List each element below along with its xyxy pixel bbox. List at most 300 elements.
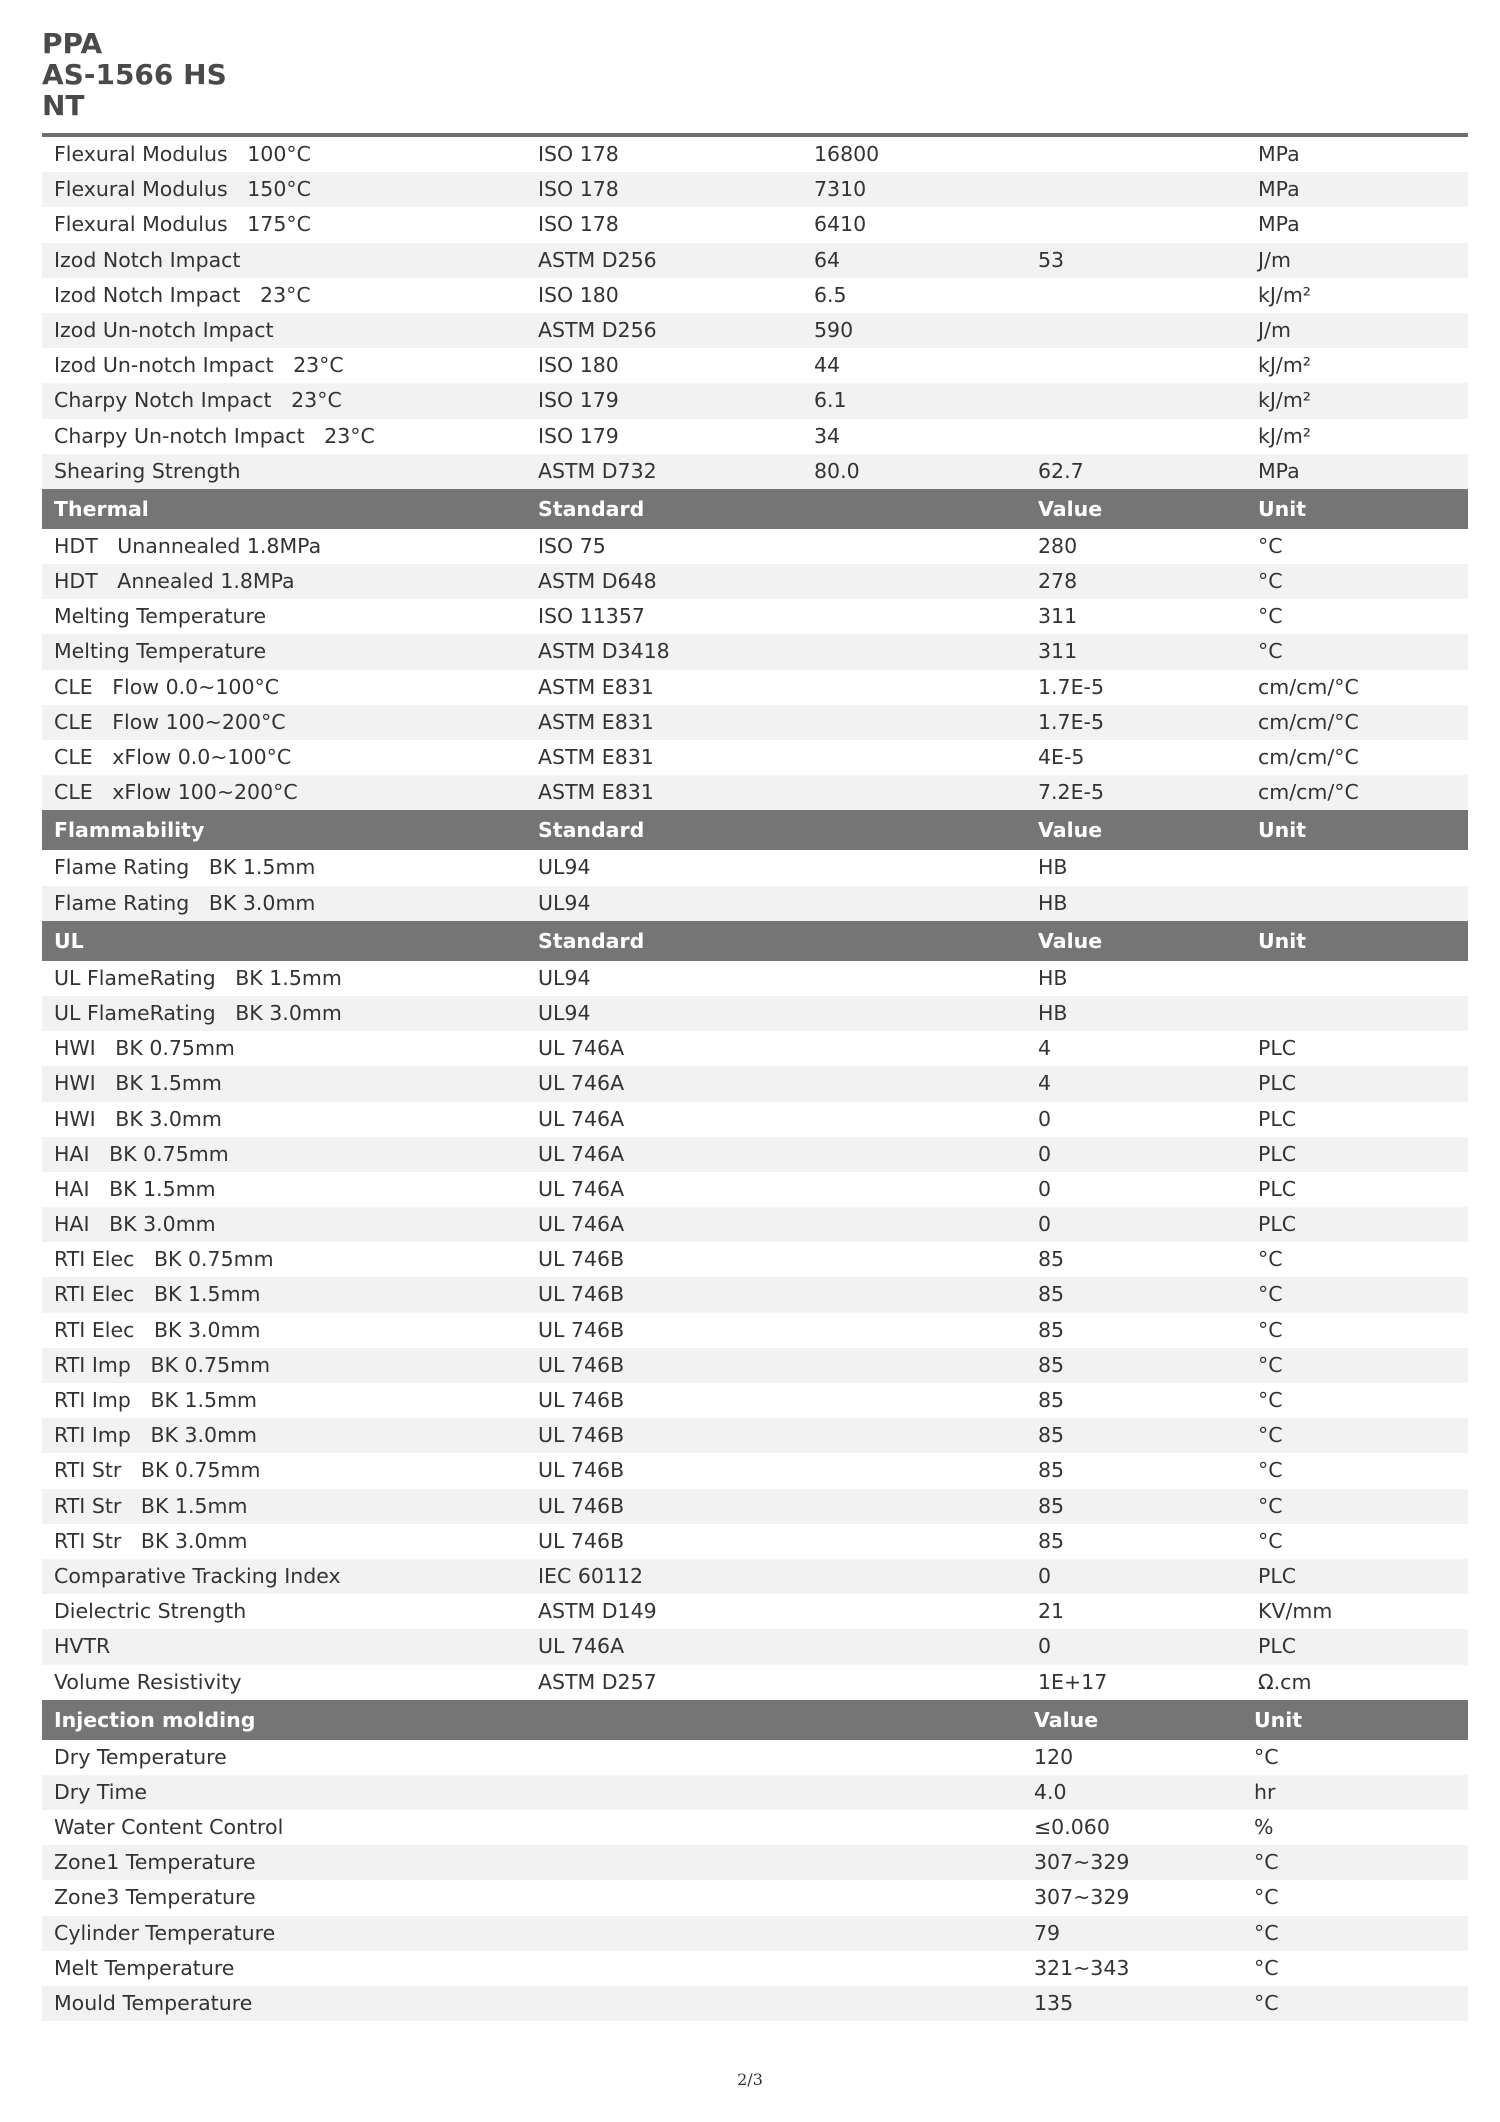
property-condition: Annealed 1.8MPa (117, 569, 295, 594)
table-row (42, 383, 1468, 418)
property-name (54, 1594, 246, 1629)
property-condition: BK 1.5mm (140, 1493, 248, 1518)
spacer (93, 780, 113, 804)
unit-cell: °C (1254, 1991, 1279, 2015)
table-row (42, 886, 1468, 921)
value-cell-1: 6.1 (814, 388, 847, 413)
standard-cell: ASTM E831 (538, 745, 654, 769)
property-label: HWI (54, 1106, 96, 1131)
property-condition: Unannealed 1.8MPa (117, 533, 322, 558)
unit-cell: °C (1254, 1850, 1279, 1875)
property-name (54, 996, 342, 1031)
property-label: Zone3 Temperature (54, 1885, 256, 1910)
standard-cell: UL94 (538, 855, 591, 880)
table-row (42, 740, 1468, 775)
unit-cell: °C (1258, 1493, 1283, 1518)
property-label: Izod Un-notch Impact (54, 317, 274, 342)
property-name (54, 886, 315, 921)
unit-cell: kJ/m² (1258, 353, 1312, 378)
standard-cell: UL 746B (538, 1247, 625, 1272)
standard-cell: UL 746B (538, 1528, 625, 1553)
unit-cell: °C (1254, 1955, 1279, 1980)
property-name (54, 1277, 261, 1312)
value-cell-2: HB (1038, 1000, 1068, 1025)
table-row (42, 850, 1468, 885)
properties-table (42, 137, 1468, 2021)
property-name (54, 1348, 270, 1383)
table-row (42, 1916, 1468, 1951)
spacer (93, 745, 113, 769)
property-name (54, 850, 315, 885)
standard-cell: ISO 11357 (538, 604, 645, 629)
table-row (42, 1348, 1468, 1383)
spacer (131, 1353, 151, 1377)
unit-cell: PLC (1258, 1141, 1297, 1166)
unit-cell: J/m (1258, 247, 1291, 272)
unit-cell: °C (1258, 533, 1283, 558)
value-cell-2: 85 (1038, 1352, 1065, 1377)
standard-cell: UL94 (538, 965, 591, 990)
standard-cell: ISO 180 (538, 282, 619, 307)
spacer (121, 1529, 141, 1553)
unit-cell: °C (1258, 604, 1283, 629)
value-cell-1: 6410 (814, 212, 867, 237)
spacer (90, 1142, 110, 1166)
value-cell-2: 85 (1038, 1282, 1065, 1307)
property-label: RTI Imp (54, 1423, 131, 1448)
header-standard: Standard (538, 818, 645, 843)
header-standard: Standard (538, 496, 645, 521)
property-label: RTI Imp (54, 1388, 131, 1412)
property-name (54, 137, 311, 172)
standard-cell: UL 746A (538, 1071, 625, 1096)
standard-cell: UL 746A (538, 1106, 625, 1131)
table-row (42, 1845, 1468, 1880)
table-row (42, 705, 1468, 740)
title-material: PPA (42, 27, 103, 60)
table-row (42, 529, 1468, 564)
spacer (189, 891, 209, 915)
unit-cell: MPa (1258, 458, 1300, 483)
section-title: UL (54, 928, 84, 953)
table-row (42, 454, 1468, 489)
property-label: CLE (54, 674, 93, 699)
header-value: Value (1038, 928, 1103, 953)
section-header (42, 921, 1468, 961)
table-row (42, 1453, 1468, 1488)
value-cell-2: 79 (1034, 1920, 1061, 1945)
table-row (42, 1986, 1468, 2021)
standard-cell: ASTM D256 (538, 247, 657, 272)
unit-cell: PLC (1258, 1563, 1297, 1588)
property-name (54, 1489, 247, 1524)
property-name (54, 1559, 341, 1594)
section-title: Injection molding (54, 1707, 256, 1732)
table-row (42, 1066, 1468, 1101)
property-name (54, 599, 266, 634)
standard-cell: ASTM D257 (538, 1669, 657, 1694)
table-row (42, 348, 1468, 383)
header-unit: Unit (1258, 496, 1307, 521)
property-label: Water Content Control (54, 1815, 284, 1840)
spacer (189, 855, 209, 879)
property-condition: BK 0.75mm (109, 1141, 229, 1166)
spacer (96, 1071, 116, 1095)
unit-cell: MPa (1258, 177, 1300, 202)
standard-cell: UL 746B (538, 1388, 625, 1412)
table-row (42, 564, 1468, 599)
section-header (42, 1700, 1468, 1740)
standard-cell: ISO 178 (538, 142, 619, 166)
table-row (42, 634, 1468, 669)
value-cell-2: 0 (1038, 1212, 1052, 1237)
property-name (54, 705, 286, 740)
table-row (42, 1207, 1468, 1242)
unit-cell: PLC (1258, 1036, 1297, 1061)
property-label: HWI (54, 1036, 96, 1061)
spacer (134, 1282, 154, 1306)
property-name (54, 172, 311, 207)
property-label: Flexural Modulus (54, 177, 228, 202)
property-label: CLE (54, 745, 93, 769)
unit-cell: J/m (1258, 317, 1291, 342)
value-cell-2: 311 (1038, 604, 1078, 629)
value-cell-2: 1E+17 (1038, 1669, 1108, 1694)
spacer (228, 177, 248, 201)
header-unit: Unit (1258, 818, 1307, 843)
property-name (54, 670, 279, 705)
property-condition: BK 3.0mm (150, 1423, 258, 1448)
standard-cell: ISO 178 (538, 177, 619, 202)
value-cell-2: 53 (1038, 247, 1065, 272)
standard-cell: UL 746B (538, 1317, 625, 1342)
table-row (42, 1810, 1468, 1845)
unit-cell: PLC (1258, 1176, 1297, 1201)
spacer (272, 388, 292, 412)
property-name (54, 454, 241, 489)
unit-cell: °C (1258, 1423, 1283, 1448)
property-label: RTI Imp (54, 1352, 131, 1377)
table-row (42, 1559, 1468, 1594)
standard-cell: UL 746A (538, 1141, 625, 1166)
value-cell-2: 85 (1038, 1247, 1065, 1272)
spacer (90, 1212, 110, 1236)
value-cell-1: 6.5 (814, 282, 847, 307)
property-condition: BK 1.5mm (208, 855, 316, 880)
value-cell-2: 1.7E-5 (1038, 709, 1104, 734)
document-title (42, 28, 227, 121)
unit-cell: % (1254, 1815, 1274, 1840)
property-name (54, 1102, 222, 1137)
property-condition: xFlow 100~200°C (112, 780, 298, 805)
spacer (240, 283, 260, 307)
header-value: Value (1038, 496, 1103, 521)
property-condition: 23°C (260, 282, 311, 307)
value-cell-2: 85 (1038, 1493, 1065, 1518)
property-label: CLE (54, 709, 93, 734)
spacer (98, 569, 118, 593)
table-row (42, 1242, 1468, 1277)
unit-cell: Ω.cm (1258, 1669, 1312, 1694)
table-row (42, 775, 1468, 810)
table-row (42, 419, 1468, 454)
unit-cell: °C (1254, 1744, 1279, 1769)
table-row (42, 1740, 1468, 1775)
value-cell-2: 4.0 (1034, 1779, 1067, 1804)
header-unit: Unit (1254, 1707, 1303, 1732)
property-name (54, 1453, 261, 1488)
property-label: Izod Notch Impact (54, 247, 241, 272)
property-label: Flame Rating (54, 855, 190, 880)
unit-cell: hr (1254, 1779, 1276, 1804)
value-cell-2: 0 (1038, 1141, 1052, 1166)
standard-cell: UL 746B (538, 1423, 625, 1448)
spacer (93, 675, 113, 699)
property-label: Flexural Modulus (54, 142, 228, 166)
property-label: HVTR (54, 1634, 111, 1659)
property-label: Melt Temperature (54, 1955, 235, 1980)
unit-cell: MPa (1258, 212, 1300, 237)
property-label: CLE (54, 780, 93, 805)
property-name (54, 1845, 256, 1880)
table-row (42, 1102, 1468, 1137)
property-name (54, 207, 311, 242)
table-row (42, 670, 1468, 705)
spacer (121, 1458, 141, 1482)
table-row (42, 996, 1468, 1031)
property-name (54, 1629, 110, 1664)
header-standard: Standard (538, 928, 645, 953)
property-label: Comparative Tracking Index (54, 1563, 341, 1588)
property-label: Izod Un-notch Impact (54, 353, 274, 378)
unit-cell: PLC (1258, 1071, 1297, 1096)
table-row (42, 172, 1468, 207)
property-label: RTI Str (54, 1458, 122, 1483)
table-row (42, 1629, 1468, 1664)
value-cell-2: 21 (1038, 1599, 1065, 1624)
value-cell-2: 4 (1038, 1071, 1052, 1096)
property-name (54, 313, 274, 348)
spacer (96, 1107, 116, 1131)
unit-cell: KV/mm (1258, 1599, 1333, 1624)
property-condition: xFlow 0.0~100°C (112, 745, 292, 769)
property-label: RTI Elec (54, 1247, 135, 1272)
page-number: 2/3 (737, 2070, 763, 2089)
spacer (93, 710, 113, 734)
value-cell-2: 4E-5 (1038, 745, 1085, 769)
property-condition: BK 1.5mm (153, 1282, 261, 1307)
property-label: Charpy Notch Impact (54, 388, 272, 413)
table-row (42, 243, 1468, 278)
value-cell-2: 278 (1038, 569, 1078, 594)
standard-cell: ISO 75 (538, 533, 606, 558)
standard-cell: UL 746B (538, 1493, 625, 1518)
standard-cell: UL 746B (538, 1282, 625, 1307)
property-label: Cylinder Temperature (54, 1920, 276, 1945)
property-name (54, 243, 240, 278)
spacer (131, 1388, 151, 1412)
standard-cell: ASTM D3418 (538, 639, 670, 664)
property-condition: BK 3.0mm (235, 1000, 342, 1025)
value-cell-1: 590 (814, 317, 854, 342)
standard-cell: ISO 179 (538, 423, 619, 448)
spacer (121, 1494, 141, 1518)
value-cell-2: 307~329 (1034, 1850, 1130, 1875)
unit-cell: cm/cm/°C (1258, 780, 1359, 805)
property-name (54, 1810, 283, 1845)
value-cell-2: 307~329 (1034, 1885, 1130, 1910)
property-label: HAI (54, 1176, 90, 1201)
spacer (134, 1247, 154, 1271)
value-cell-1: 7310 (814, 177, 867, 202)
standard-cell: ISO 178 (538, 212, 619, 237)
property-label: UL FlameRating (54, 1000, 216, 1025)
unit-cell: kJ/m² (1258, 423, 1312, 448)
property-name (54, 634, 266, 669)
value-cell-2: 0 (1038, 1106, 1052, 1131)
unit-cell: °C (1258, 1352, 1283, 1377)
property-name (54, 1740, 227, 1775)
spacer (216, 966, 236, 990)
property-label: RTI Elec (54, 1282, 135, 1307)
property-label: Charpy Un-notch Impact (54, 423, 305, 448)
property-label: Flexural Modulus (54, 212, 228, 237)
spacer (98, 534, 118, 558)
standard-cell: ISO 179 (538, 388, 619, 413)
property-name (54, 529, 321, 564)
table-row (42, 961, 1468, 996)
property-condition: Flow 100~200°C (112, 709, 286, 734)
property-condition: BK 3.0mm (140, 1528, 248, 1553)
property-name (54, 348, 344, 383)
property-name (54, 419, 375, 454)
value-cell-2: 0 (1038, 1176, 1052, 1201)
property-label: Flame Rating (54, 890, 190, 915)
standard-cell: ISO 180 (538, 353, 619, 378)
property-name (54, 1986, 252, 2021)
property-label: HDT (54, 533, 98, 558)
property-label: Volume Resistivity (54, 1669, 242, 1694)
table-row (42, 207, 1468, 242)
unit-cell: kJ/m² (1258, 282, 1312, 307)
spacer (274, 353, 294, 377)
unit-cell: PLC (1258, 1212, 1297, 1237)
unit-cell: °C (1254, 1920, 1279, 1945)
property-condition: BK 0.75mm (153, 1247, 274, 1272)
value-cell-2: 321~343 (1034, 1955, 1130, 1980)
property-label: Melting Temperature (54, 639, 267, 664)
property-name (54, 1031, 235, 1066)
spacer (90, 1177, 110, 1201)
spacer (216, 1001, 236, 1025)
table-row (42, 1418, 1468, 1453)
value-cell-2: 4 (1038, 1036, 1052, 1061)
table-row (42, 313, 1468, 348)
property-label: RTI Str (54, 1493, 122, 1518)
standard-cell: ASTM D732 (538, 458, 657, 483)
value-cell-2: 7.2E-5 (1038, 780, 1104, 805)
standard-cell: UL 746A (538, 1212, 625, 1237)
title-color: NT (42, 89, 85, 122)
property-name (54, 1951, 234, 1986)
unit-cell: °C (1258, 1458, 1283, 1483)
table-row (42, 1775, 1468, 1810)
property-name (54, 1242, 274, 1277)
property-name (54, 1665, 241, 1700)
unit-cell: °C (1254, 1885, 1279, 1910)
property-label: Dry Temperature (54, 1744, 227, 1769)
property-label: Zone1 Temperature (54, 1850, 256, 1875)
standard-cell: ASTM E831 (538, 780, 654, 805)
unit-cell: °C (1258, 1282, 1283, 1307)
property-label: Mould Temperature (54, 1991, 253, 2015)
property-condition: 23°C (291, 388, 342, 413)
value-cell-2: 135 (1034, 1991, 1074, 2015)
property-name (54, 1313, 261, 1348)
unit-cell: cm/cm/°C (1258, 674, 1359, 699)
value-cell-2: 1.7E-5 (1038, 674, 1104, 699)
property-label: HAI (54, 1141, 90, 1166)
property-condition: BK 3.0mm (109, 1212, 216, 1237)
value-cell-2: 0 (1038, 1634, 1052, 1659)
property-name (54, 1916, 275, 1951)
spacer (228, 212, 248, 236)
table-row (42, 1383, 1468, 1418)
unit-cell: °C (1258, 569, 1283, 594)
spacer (228, 142, 248, 166)
table-row (42, 1313, 1468, 1348)
property-condition: BK 3.0mm (115, 1106, 222, 1131)
table-row (42, 599, 1468, 634)
standard-cell: ASTM E831 (538, 709, 654, 734)
table-row (42, 1951, 1468, 1986)
property-name (54, 1418, 257, 1453)
value-cell-1: 34 (814, 423, 841, 448)
property-name (54, 775, 298, 810)
property-condition: BK 1.5mm (150, 1388, 258, 1412)
property-condition: 23°C (293, 353, 344, 378)
property-condition: BK 3.0mm (208, 890, 316, 915)
table-row (42, 1880, 1468, 1915)
spacer (134, 1318, 154, 1342)
property-label: HDT (54, 569, 98, 594)
property-name (54, 961, 342, 996)
unit-cell: °C (1258, 1388, 1283, 1412)
table-row (42, 1489, 1468, 1524)
property-name (54, 1383, 257, 1418)
unit-cell: MPa (1258, 142, 1300, 166)
property-name (54, 1137, 229, 1172)
section-title: Thermal (54, 496, 149, 521)
table-row (42, 1172, 1468, 1207)
property-label: Dry Time (54, 1779, 148, 1804)
title-grade: AS-1566 HS (42, 58, 227, 91)
standard-cell: UL 746B (538, 1458, 625, 1483)
property-name (54, 1775, 147, 1810)
table-row (42, 1665, 1468, 1700)
value-cell-2: 85 (1038, 1388, 1065, 1412)
value-cell-2: 85 (1038, 1458, 1065, 1483)
standard-cell: ASTM D256 (538, 317, 657, 342)
table-row (42, 1524, 1468, 1559)
standard-cell: UL 746B (538, 1352, 625, 1377)
table-row (42, 1594, 1468, 1629)
header-unit: Unit (1258, 928, 1307, 953)
unit-cell: kJ/m² (1258, 388, 1312, 413)
value-cell-2: HB (1038, 855, 1068, 880)
unit-cell: °C (1258, 639, 1283, 664)
value-cell-2: HB (1038, 890, 1068, 915)
